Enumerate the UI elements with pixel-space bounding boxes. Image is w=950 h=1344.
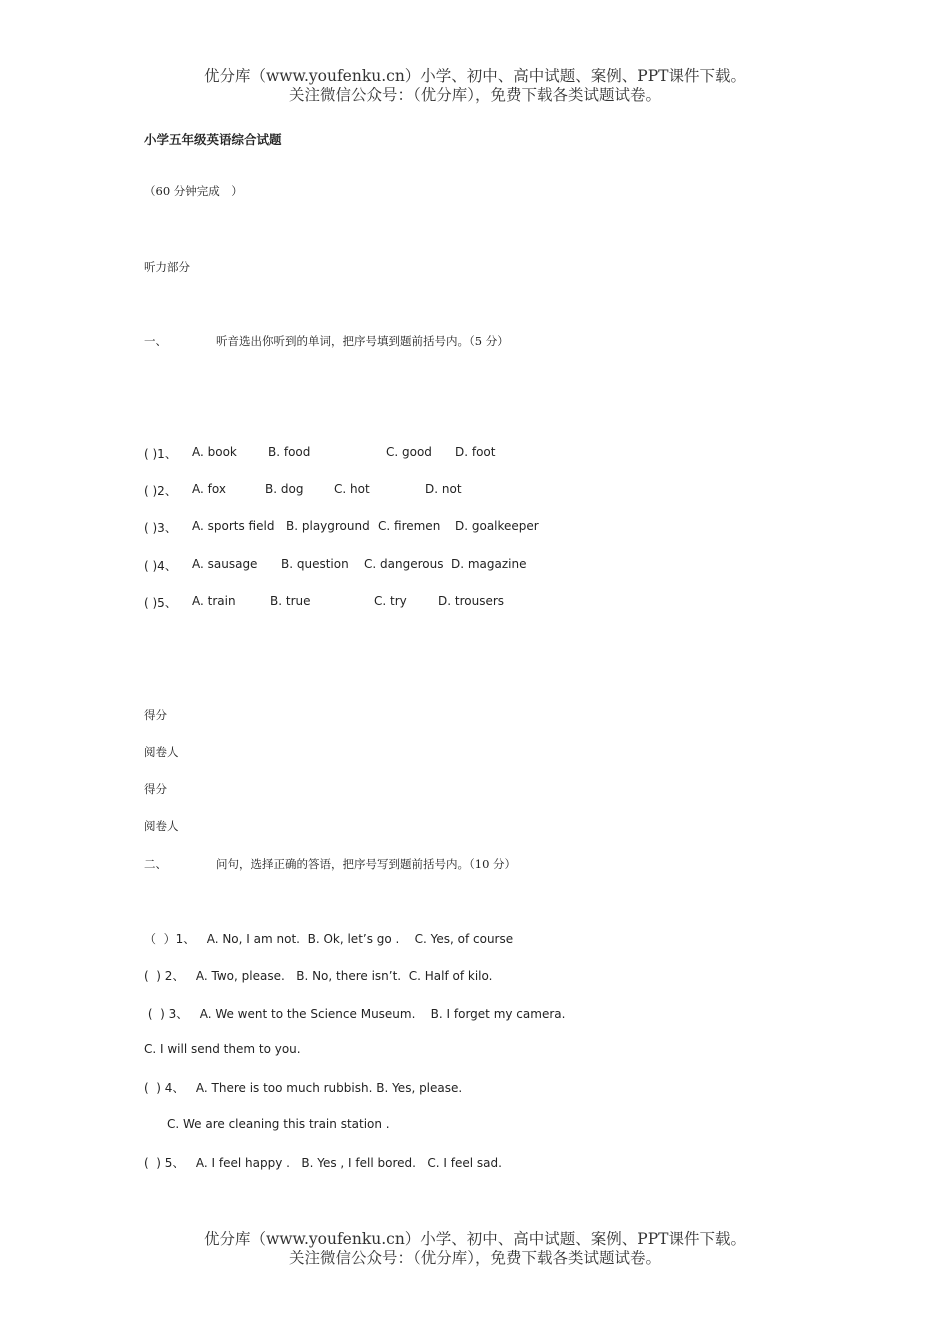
option-a: A. train — [192, 594, 236, 608]
option-b: B. dog — [265, 482, 304, 496]
part2-instruction: 问句，选择正确的答语，把序号写到题前括号内。（10 分） — [216, 857, 517, 871]
question-number: ( )1、 — [144, 447, 177, 461]
option-c: C. hot — [334, 482, 370, 496]
grader-label: 阅卷人 — [144, 819, 179, 833]
part2-question-4-option-c: C. We are cleaning this train station . — [167, 1117, 390, 1131]
option-d: D. magazine — [451, 557, 527, 571]
option-b: B. true — [270, 594, 311, 608]
part2-question-5: ( ) 5、 A. I feel happy . B. Yes , I fell bored. C. I feel sad. — [144, 1156, 502, 1170]
part1-number: 一、 — [144, 334, 167, 348]
option-d: D. not — [425, 482, 462, 496]
page-header — [0, 67, 950, 105]
option-b: B. playground — [286, 519, 370, 533]
option-a: A. sports field — [192, 519, 275, 533]
part2-question-3: ( ) 3、 A. We went to the Science Museum. B. I forget my camera. — [144, 1007, 566, 1021]
question-number: ( )5、 — [144, 596, 177, 610]
question-number: ( )2、 — [144, 484, 177, 498]
question-number: ( )3、 — [144, 521, 177, 535]
section-listening: 听力部分 — [144, 260, 190, 274]
part2-question-4: ( ) 4、 A. There is too much rubbish. B. Yes, please. — [144, 1081, 463, 1095]
option-c: C. try — [374, 594, 407, 608]
part2-question-3-option-c: C. I will send them to you. — [144, 1042, 301, 1056]
option-c: C. dangerous — [364, 557, 444, 571]
page-footer — [0, 1230, 950, 1268]
part2-number: 二、 — [144, 857, 167, 871]
option-b: B. question — [281, 557, 349, 571]
question-number: ( )4、 — [144, 559, 177, 573]
document-title: 小学五年级英语综合试题 — [144, 132, 282, 147]
option-b: B. food — [268, 445, 311, 459]
option-d: D. trousers — [438, 594, 505, 608]
part1-instruction: 听音选出你听到的单词，把序号填到题前括号内。（5 分） — [216, 334, 509, 348]
part2-question-2: ( ) 2、 A. Two, please. B. No, there isn’t. C. Half of kilo. — [144, 969, 493, 983]
option-c: C. good — [386, 445, 432, 459]
time-limit: （60 分钟完成 ） — [144, 184, 243, 198]
score-label: 得分 — [144, 708, 167, 722]
option-a: A. book — [192, 445, 237, 459]
part2-question-1: （ ）1、 A. No, I am not. B. Ok, let’s go . C. Yes, of course — [144, 932, 514, 946]
grader-label: 阅卷人 — [144, 745, 179, 759]
option-c: C. firemen — [378, 519, 441, 533]
header-line-2: 关注微信公众号：（优分库），免费下载各类试题试卷。 — [288, 86, 661, 104]
option-a: A. fox — [192, 482, 226, 496]
footer-line-1: 优分库（www.youfenku.cn）小学、初中、高中试题、案例、PPT课件下载。 — [203, 1230, 747, 1248]
footer-line-2: 关注微信公众号：（优分库），免费下载各类试题试卷。 — [288, 1249, 661, 1267]
score-label: 得分 — [144, 782, 167, 796]
header-line-1: 优分库（www.youfenku.cn）小学、初中、高中试题、案例、PPT课件下载。 — [203, 67, 747, 85]
option-d: D. foot — [455, 445, 496, 459]
option-d: D. goalkeeper — [455, 519, 539, 533]
option-a: A. sausage — [192, 557, 258, 571]
